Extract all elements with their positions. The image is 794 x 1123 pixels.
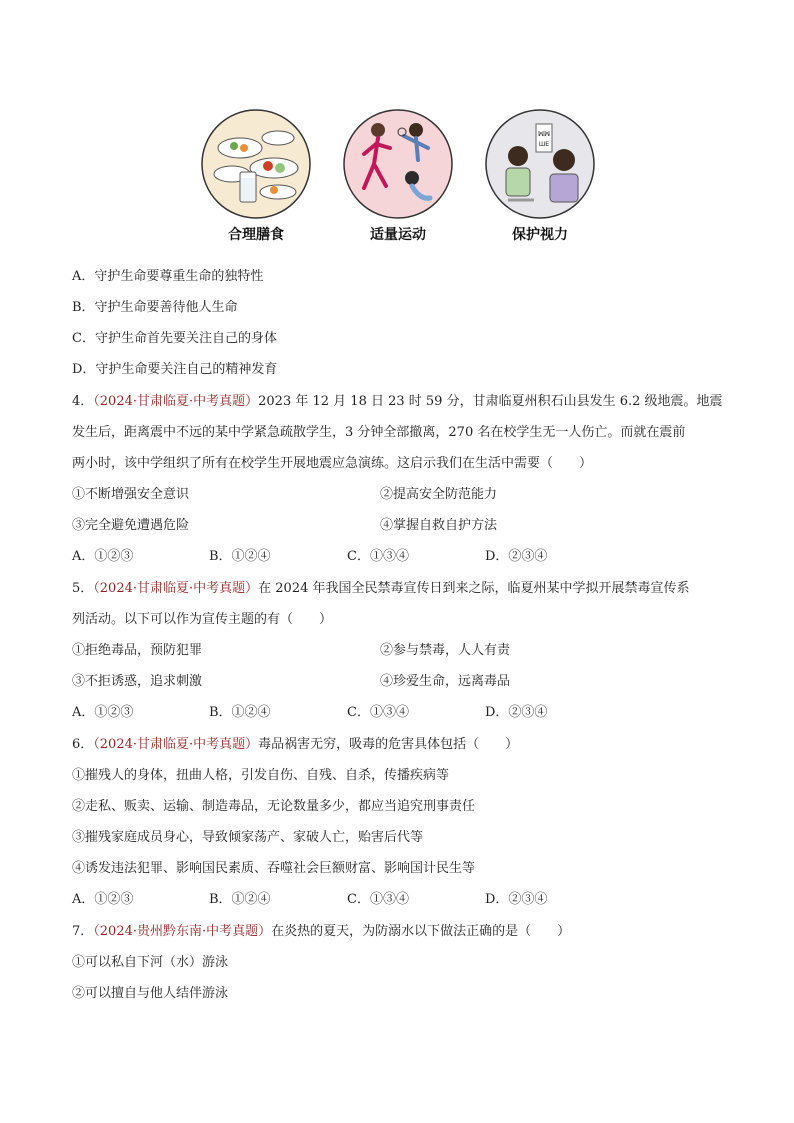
q5-item-2: ②参与禁毒，人人有责 — [380, 643, 511, 658]
q4-choice-b: B．①②④ — [209, 549, 271, 564]
q5-choice-d: D．②③④ — [485, 705, 548, 720]
question-number: 5． — [72, 581, 94, 596]
question-source: （2024·甘肃临夏·中考真题） — [93, 737, 259, 752]
q7-item-2: ②可以擅自与他人结伴游泳 — [72, 986, 229, 1001]
q4-item-1: ①不断增强安全意识 — [72, 487, 190, 502]
figure-caption-exercise: 适量运动 — [370, 227, 426, 243]
healthy-meal-icon — [200, 108, 312, 220]
q3-option-c: C．守护生命首先要关注自己的身体 — [72, 331, 277, 346]
q5-item-3: ③不拒诱惑，追求刺激 — [72, 674, 203, 689]
q5-choice-b: B．①②④ — [209, 705, 271, 720]
q4-choice-c: C．①③④ — [347, 549, 409, 564]
q5-item-4: ④珍爱生命，远离毒品 — [380, 674, 511, 689]
q6-stem-line1 — [72, 735, 518, 755]
q3-option-a: A．守护生命要尊重生命的独特性 — [72, 269, 264, 284]
exercise-icon — [342, 108, 454, 220]
question-text: 在 2024 年我国全民禁毒宣传日到来之际，临夏州某中学拟开展禁毒宣传系 — [258, 581, 690, 596]
question-number: 4． — [72, 394, 94, 409]
question-number: 6． — [72, 737, 94, 752]
q6-choice-d: D．②③④ — [485, 892, 548, 907]
q6-item-4: ④诱发违法犯罪、影响国民素质、吞噬社会巨额财富、影响国计民生等 — [72, 861, 476, 876]
q7-stem-line1 — [72, 922, 570, 942]
q5-choice-c: C．①③④ — [347, 705, 409, 720]
q5-stem-line1 — [72, 579, 690, 599]
eye-care-icon — [484, 108, 596, 220]
q6-item-3: ③摧残家庭成员身心，导致倾家荡产、家破人亡，贻害后代等 — [72, 830, 424, 845]
question-text: 在炎热的夏天，为防溺水以下做法正确的是（ ） — [271, 924, 571, 939]
figure-exercise — [342, 108, 454, 220]
question-text: 2023 年 12 月 18 日 23 时 59 分，甘肃临夏州积石山县发生 6.2 级地震。地震 — [258, 394, 723, 409]
q6-item-2: ②走私、贩卖、运输、制造毒品，无论数量多少，都应当追究刑事责任 — [72, 799, 476, 814]
q7-item-1: ①可以私自下河（水）游泳 — [72, 955, 229, 970]
figure-eye-care — [484, 108, 596, 220]
figure-caption-eye-care: 保护视力 — [512, 227, 568, 243]
q5-stem-line2: 列活动。以下可以作为宣传主题的有（ ） — [72, 612, 333, 627]
q3-option-d: D．守护生命要关注自己的精神发育 — [72, 362, 278, 377]
q4-item-4: ④掌握自救自护方法 — [380, 518, 498, 533]
q4-item-2: ②提高安全防范能力 — [380, 487, 498, 502]
q4-stem-line3: 两小时，该中学组织了所有在校学生开展地震应急演练。这启示我们在生活中需要（ ） — [72, 456, 593, 471]
q6-item-1: ①摧残人的身体，扭曲人格，引发自伤、自残、自杀，传播疾病等 — [72, 768, 450, 783]
question-source: （2024·甘肃临夏·中考真题） — [93, 394, 259, 409]
figure-caption-healthy-meal: 合理膳食 — [228, 227, 284, 243]
question-source: （2024·甘肃临夏·中考真题） — [93, 581, 259, 596]
q3-option-b: B．守护生命要善待他人生命 — [72, 300, 238, 315]
q4-item-3: ③完全避免遭遇危险 — [72, 518, 190, 533]
svg-text:ШE: ШE — [538, 141, 550, 148]
q6-choice-a: A．①②③ — [72, 892, 134, 907]
svg-text:ꟽꟽ: ꟽꟽ — [537, 130, 551, 138]
q4-choice-a: A．①②③ — [72, 549, 134, 564]
q6-choice-c: C．①③④ — [347, 892, 409, 907]
q4-stem-line1 — [72, 392, 723, 412]
figure-healthy-meal — [200, 108, 312, 220]
question-source: （2024·贵州黔东南·中考真题） — [93, 924, 272, 939]
q5-choice-a: A．①②③ — [72, 705, 134, 720]
q4-choice-d: D．②③④ — [485, 549, 548, 564]
q5-item-1: ①拒绝毒品，预防犯罪 — [72, 643, 203, 658]
q6-choice-b: B．①②④ — [209, 892, 271, 907]
q4-stem-line2: 发生后，距离震中不远的某中学紧急疏散学生，3 分钟全部撤离，270 名在校学生无一人伤亡。而就在震前 — [72, 425, 686, 440]
question-text: 毒品祸害无穷，吸毒的危害具体包括（ ） — [258, 737, 519, 752]
question-number: 7． — [72, 924, 94, 939]
